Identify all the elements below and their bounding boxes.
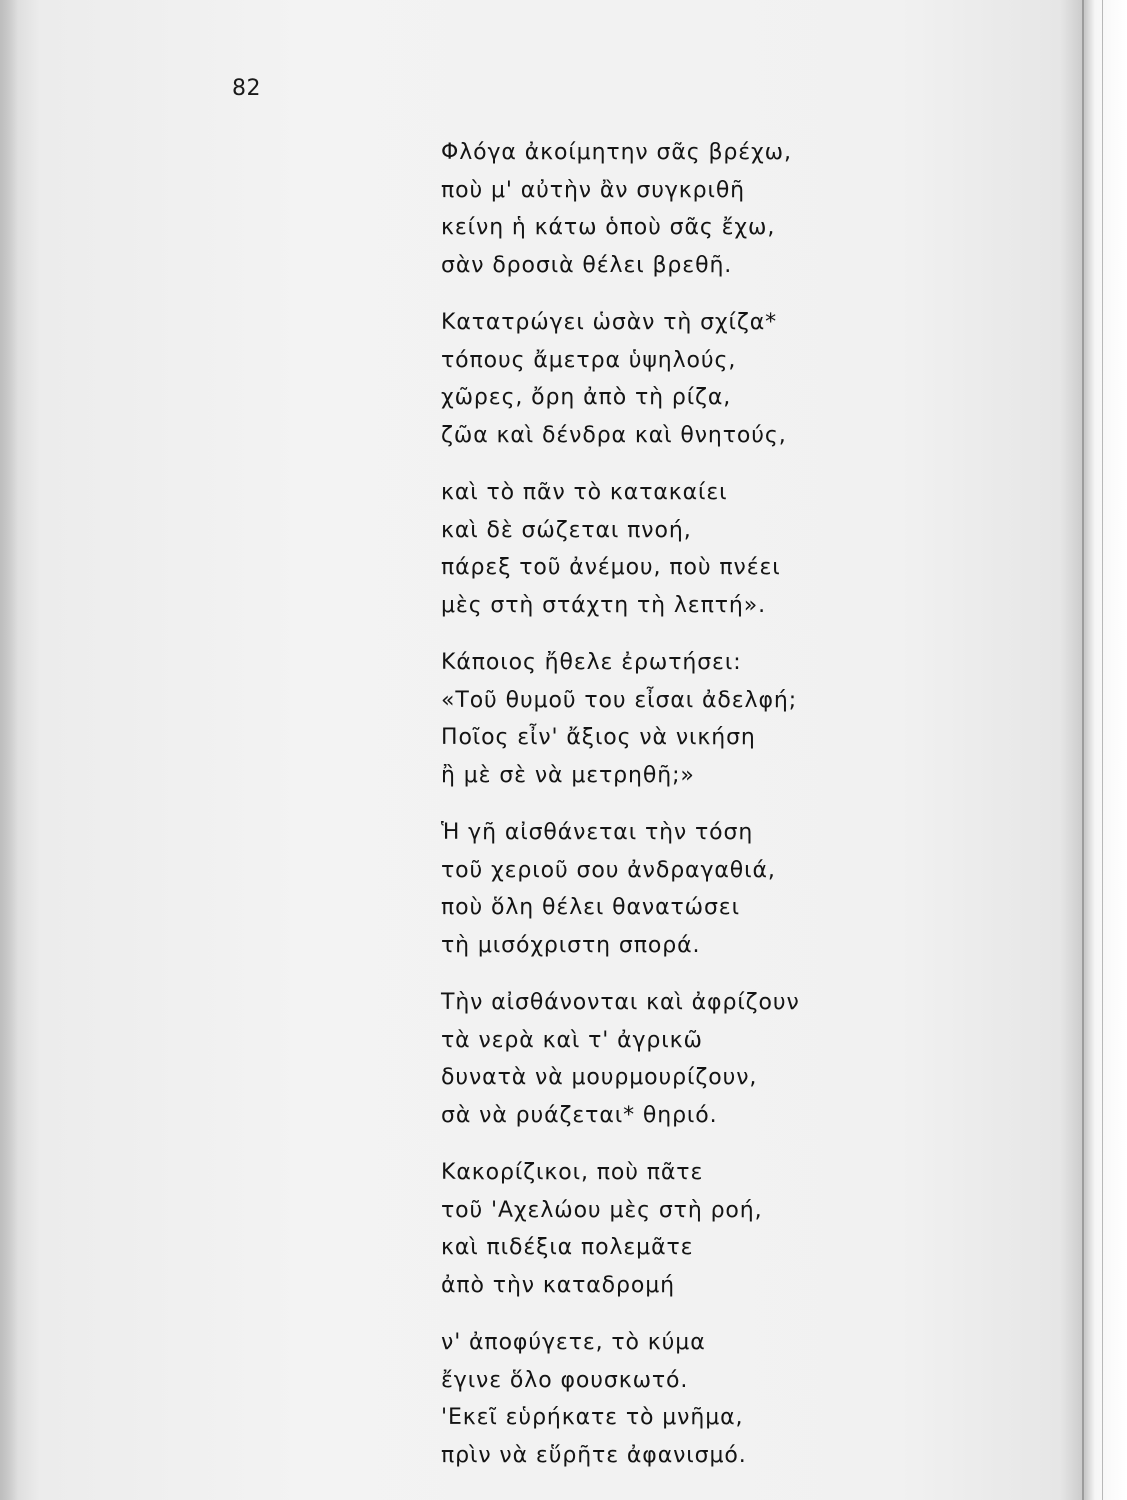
stanza [441, 814, 1061, 964]
stanza [441, 1154, 1061, 1304]
verse-line: μὲς στὴ στάχτη τὴ λεπτή». [441, 592, 766, 618]
binding-shadow [0, 0, 18, 1500]
verse-line: ἔγινε ὅλο φουσκωτό. [441, 1367, 689, 1393]
stanza [441, 304, 1061, 454]
verse-line: Κάποιος ἤθελε ἐρωτήσει: [441, 650, 742, 675]
verse-line: ἢ μὲ σὲ νὰ μετρηθῆ;» [441, 762, 695, 788]
verse-line: πάρεξ τοῦ ἀνέμου, ποὺ πνέει [441, 555, 781, 580]
verse-line: ποὺ ὅλη θέλει θανατώσει [441, 895, 740, 920]
verse-line: Τὴν αἰσθάνονται καὶ ἀφρίζουν [441, 990, 800, 1015]
verse-line: τοῦ χεριοῦ σου ἀνδραγαθιά, [441, 857, 776, 883]
verse-line: τὴ μισόχριστη σπορά. [441, 932, 701, 958]
verse-line: τὰ νερὰ καὶ τ' ἀγρικῶ [441, 1027, 703, 1053]
verse-line: καὶ πιδέξια πολεμᾶτε [441, 1235, 694, 1260]
verse-line: Ποῖος εἶν' ἄξιος νὰ νικήση [441, 725, 756, 750]
verse-line: κείνη ἡ κάτω ὁποὺ σᾶς ἔχω, [441, 215, 776, 240]
verse-line: ν' ἀποφύγετε, τὸ κύμα [441, 1330, 706, 1355]
stanza [441, 134, 1061, 284]
verse-line: σὰ νὰ ρυάζεται* θηριό. [441, 1102, 718, 1128]
stanza [441, 984, 1061, 1134]
verse-line: Φλόγα ἀκοίμητην σᾶς βρέχω, [441, 140, 792, 165]
verse-line: 'Εκεῖ εὑρήκατε τὸ μνῆμα, [441, 1405, 744, 1430]
verse-line: ποὺ μ' αὐτὴν ἂν συγκριθῆ [441, 177, 746, 203]
page-edge-secondary [1102, 0, 1103, 1500]
verse-line: ζῶα καὶ δένδρα καὶ θνητούς, [441, 422, 787, 448]
verse-line: Ἡ γῆ αἰσθάνεται τὴν τόση [441, 820, 754, 845]
stanza [441, 644, 1061, 794]
verse-line: Κακορίζικοι, ποὺ πᾶτε [441, 1160, 704, 1185]
verse-line: «Τοῦ θυμοῦ του εἶσαι ἀδελφή; [441, 687, 798, 713]
verse-line: καὶ τὸ πᾶν τὸ κατακαίει [441, 480, 728, 505]
verse-line: Κατατρώγει ὡσὰν τὴ σχίζα* [441, 310, 778, 335]
verse-line: καὶ δὲ σώζεται πνοή, [441, 517, 692, 543]
verse-line: δυνατὰ νὰ μουρμουρίζουν, [441, 1065, 758, 1090]
page-edge [1082, 0, 1084, 1500]
verse-line: τόπους ἄμετρα ὑψηλούς, [441, 347, 737, 373]
verse-line: ἀπὸ τὴν καταδρομή [441, 1272, 676, 1298]
stanza [441, 474, 1061, 624]
verse-line: χῶρες, ὄρη ἀπὸ τὴ ρίζα, [441, 385, 732, 410]
poem-body [441, 134, 1061, 1494]
verse-line: σὰν δροσιὰ θέλει βρεθῆ. [441, 252, 733, 278]
verse-line: τοῦ 'Αχελώου μὲς στὴ ροή, [441, 1197, 763, 1223]
verse-line: πρὶν νὰ εὕρῆτε ἀφανισμό. [441, 1442, 747, 1468]
stanza [441, 1324, 1061, 1474]
page-number: 82 [232, 76, 261, 101]
